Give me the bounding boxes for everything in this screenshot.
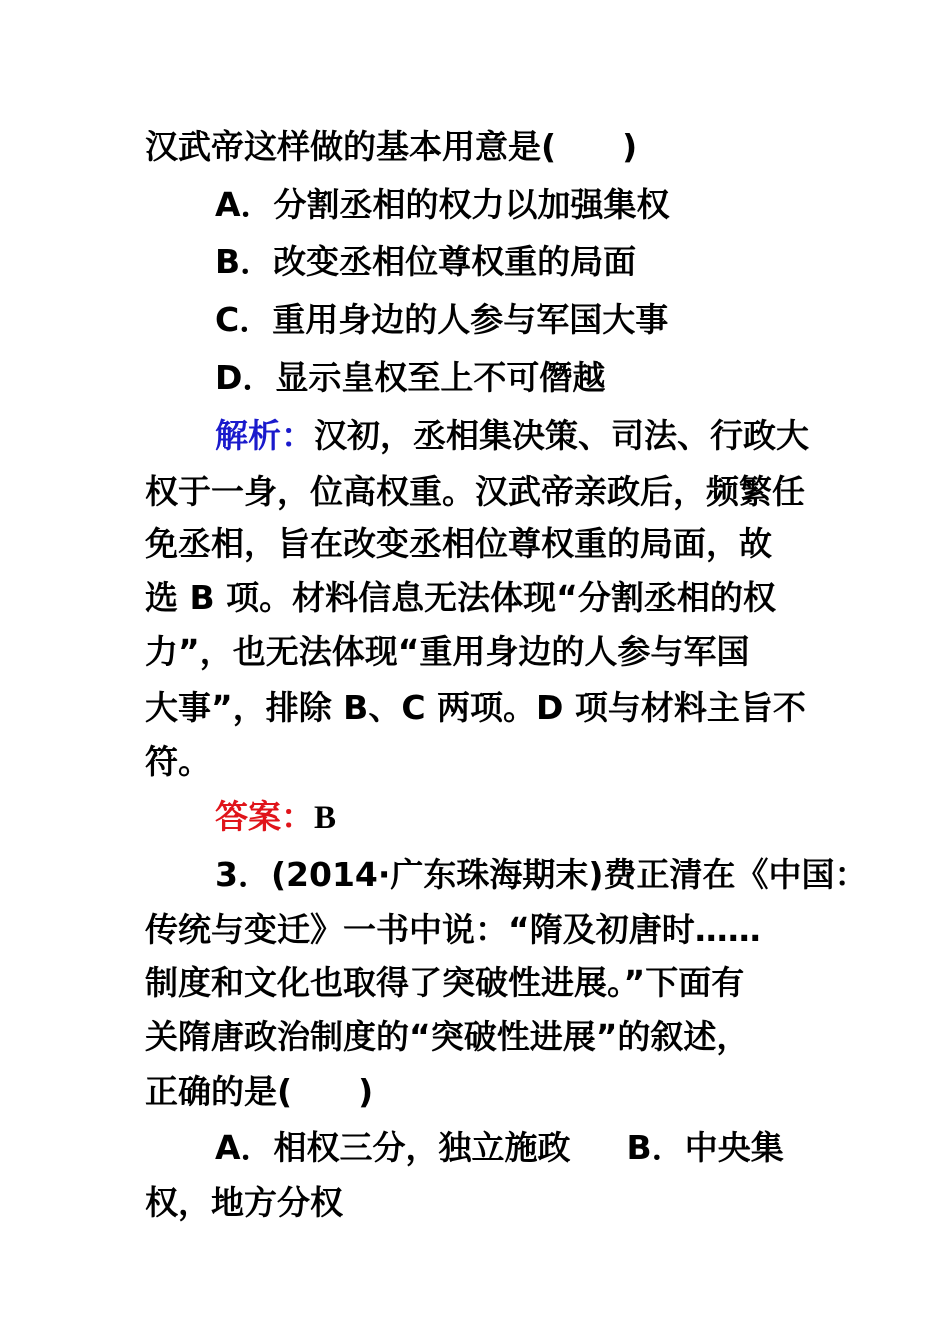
option-text: 中央集 [684,1128,784,1167]
analysis-text: 汉初，丞相集决策、司法、行政大 [314,416,809,455]
analysis-line: 大事”，排除 B、C 两项。D 项与材料主旨不 [145,688,806,727]
option-b [215,242,636,282]
option-text: 分割丞相的权力以加强集权 [273,185,670,224]
option-letter: A． [215,185,274,224]
question-3-line: 正确的是( ) [145,1072,374,1111]
option-text: 重用身边的人参与军国大事 [272,300,669,339]
option-b [627,1128,784,1168]
question-stem-tail: 汉武帝这样做的基本用意是( ) [145,127,638,166]
option-d [215,358,605,398]
analysis-line: 免丞相，旨在改变丞相位尊权重的局面，故 [145,524,772,563]
option-letter: A． [215,1128,274,1167]
answer-line [215,797,336,838]
option-text: 显示皇权至上不可僭越 [275,358,606,397]
option-text: 相权三分，独立施政 [273,1128,571,1167]
analysis-first-line [215,416,809,456]
analysis-label: 解析： [215,416,314,455]
option-b-continuation: 权，地方分权 [145,1183,343,1222]
option-a [215,1128,571,1167]
answer-value: B [314,800,337,836]
question-3-options-row [215,1128,784,1168]
analysis-line: 符。 [145,742,211,781]
analysis-line: 选 B 项。材料信息无法体现“分割丞相的权 [145,578,776,617]
option-c [215,300,668,340]
question-3-line: 传统与变迁》一书中说：“隋及初唐时…… [145,910,761,949]
question-3-line: 关隋唐政治制度的“突破性进展”的叙述， [145,1017,750,1056]
option-letter: B． [215,242,274,281]
option-text: 改变丞相位尊权重的局面 [273,242,637,281]
analysis-line: 权于一身，位高权重。汉武帝亲政后，频繁任 [145,472,805,511]
option-letter: B． [626,1128,685,1167]
answer-label: 答案： [215,797,314,836]
analysis-line: 力”，也无法体现“重用身边的人参与军国 [145,632,750,671]
option-letter: C． [215,300,273,339]
option-letter: D． [215,358,276,397]
question-3-title: 3．(2014·广东珠海期末)费正清在《中国： [215,855,868,894]
option-a [215,185,670,225]
question-3-line: 制度和文化也取得了突破性进展。”下面有 [145,963,745,1002]
